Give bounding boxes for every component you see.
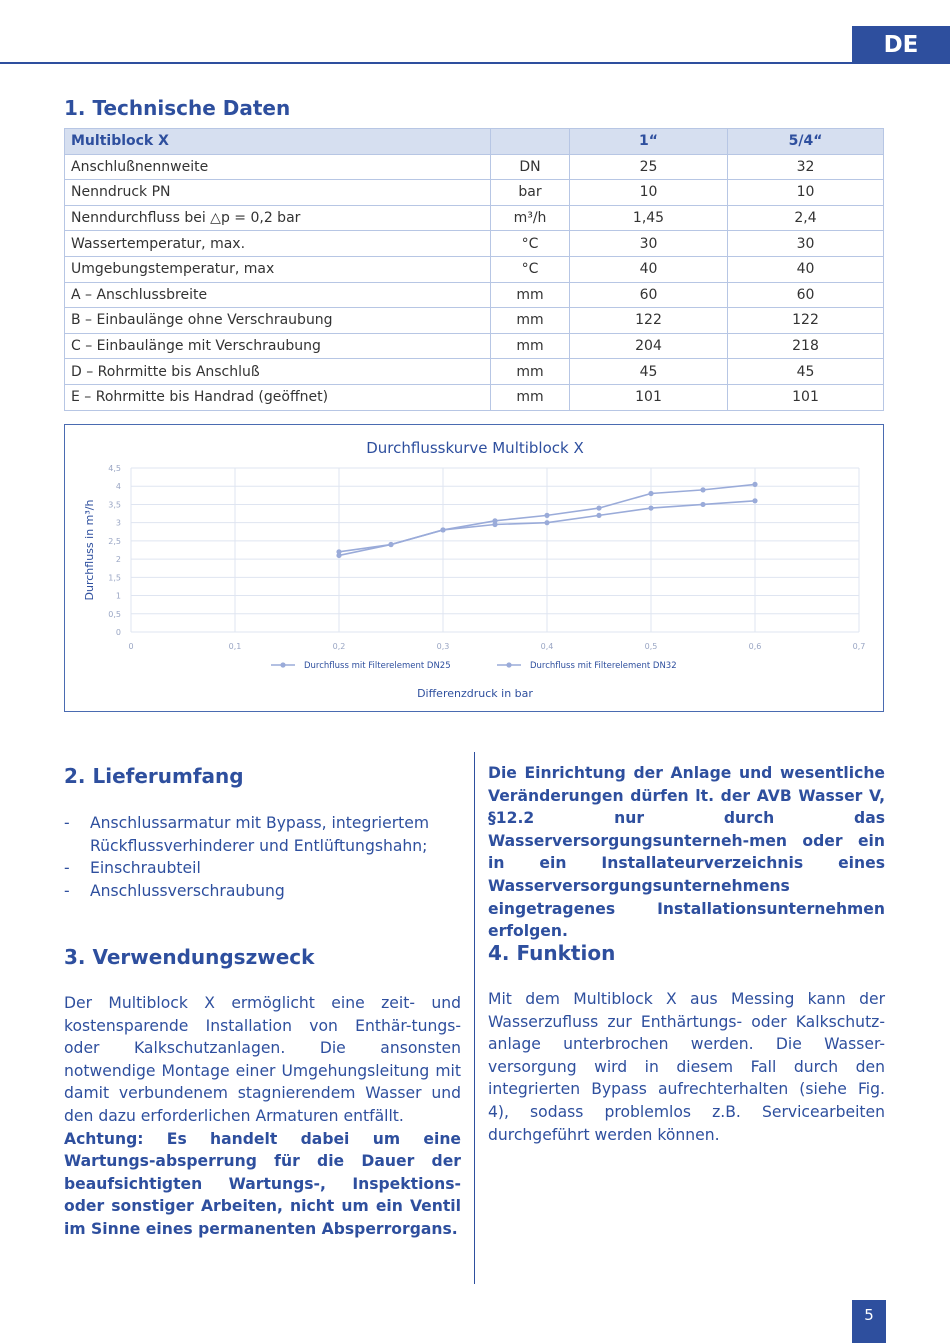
data-point <box>648 491 653 496</box>
table-cell: 101 <box>728 384 884 410</box>
x-tick-label: 0,3 <box>436 642 450 651</box>
table-row <box>65 256 884 282</box>
x-tick-label: 0,7 <box>852 642 866 651</box>
data-point <box>596 513 601 518</box>
data-point <box>388 542 393 547</box>
technical-data-table <box>64 128 884 411</box>
table-row <box>65 154 884 180</box>
function-text: Mit dem Multiblock X aus Messing kann der Wasserzufluss zur Enthärtungs- oder Kalkschutz-anlage unterbrochen werden. Die Wasser-versorgung wird in diesem Fall durch den integrierten Bypass aufrechterhalten (siehe Fig. 4), sodass problemlos z.B. Servicearbeiten durchgeführt werden können. <box>488 990 885 1144</box>
table-cell: 60 <box>728 282 884 308</box>
table-cell: °C <box>491 256 570 282</box>
table-cell: 45 <box>570 359 728 385</box>
legend-marker <box>280 662 285 667</box>
table-cell: 32 <box>728 154 884 180</box>
x-tick-label: 0,5 <box>644 642 658 651</box>
table-cell: °C <box>491 231 570 257</box>
x-tick-label: 0,6 <box>748 642 762 651</box>
data-point <box>440 527 445 532</box>
flow-chart-svg <box>65 425 885 713</box>
section-title-technical-data: 1. Technische Daten <box>64 96 291 120</box>
table-cell: 30 <box>570 231 728 257</box>
table-cell: 30 <box>728 231 884 257</box>
legend-label: Durchfluss mit Filterelement DN25 <box>304 661 451 671</box>
y-tick-label: 3 <box>115 518 121 528</box>
table-header-cell: Multiblock X <box>65 129 491 155</box>
table-cell: 122 <box>728 308 884 334</box>
table-cell: bar <box>491 180 570 206</box>
table-cell: B – Einbaulänge ohne Verschraubung <box>65 308 491 334</box>
table-cell: mm <box>491 282 570 308</box>
table-cell: 122 <box>570 308 728 334</box>
y-tick-label: 1 <box>115 591 121 601</box>
data-point <box>752 498 757 503</box>
table-cell: 204 <box>570 333 728 359</box>
list-item: - Einschraubteil <box>64 857 464 880</box>
y-tick-label: 0,5 <box>108 609 121 619</box>
delivery-list <box>64 812 464 902</box>
y-tick-label: 2,5 <box>108 536 121 546</box>
table-row <box>65 333 884 359</box>
table-cell: 218 <box>728 333 884 359</box>
table-cell: mm <box>491 308 570 334</box>
table-header-cell <box>491 129 570 155</box>
data-point <box>544 513 549 518</box>
list-item: - Anschlussarmatur mit Bypass, integriertem Rückflussverhinderer und Entlüftungshahn; <box>64 812 464 857</box>
column-divider <box>474 752 475 1284</box>
table-row <box>65 231 884 257</box>
y-tick-label: 4 <box>115 482 121 492</box>
installation-notice: Die Einrichtung der Anlage und wesentliche Veränderungen dürfen lt. der AVB Wasser V, §12.2 nur durch das Wasserversorgungsunterneh-men oder ein in ein Installateurverzeichnis eines Wasserversorgungsunternehmens eingetragenes Installationsunternehmen erfolgen. <box>488 764 885 941</box>
list-item: - Anschlussverschraubung <box>64 880 464 903</box>
table-cell: mm <box>491 384 570 410</box>
x-axis-label: Differenzdruck in bar <box>417 687 533 700</box>
table-cell: A – Anschlussbreite <box>65 282 491 308</box>
table-cell: 10 <box>570 180 728 206</box>
header-rule <box>0 62 852 64</box>
table-cell: Wassertemperatur, max. <box>65 231 491 257</box>
data-point <box>544 520 549 525</box>
chart-title: Durchflusskurve Multiblock X <box>366 439 584 457</box>
data-point <box>648 505 653 510</box>
table-row <box>65 180 884 206</box>
x-tick-label: 0 <box>128 642 134 651</box>
purpose-warning: Achtung: Es handelt dabei um eine Wartungs-absperrung für die Dauer der beaufsichtigten Wartungs-, Inspektions- oder sonstiger Arbeiten, nicht um ein Ventil im Sinne eines permanenten Absperrorgans. <box>64 1129 461 1238</box>
data-point <box>596 505 601 510</box>
table-cell: 60 <box>570 282 728 308</box>
table-cell: 40 <box>728 256 884 282</box>
data-point <box>752 482 757 487</box>
table-cell: D – Rohrmitte bis Anschluß <box>65 359 491 385</box>
data-point <box>336 549 341 554</box>
y-tick-label: 3,5 <box>108 500 121 510</box>
x-tick-label: 0,4 <box>540 642 554 651</box>
table-header-cell: 1“ <box>570 129 728 155</box>
table-cell: 25 <box>570 154 728 180</box>
table-cell: m³/h <box>491 205 570 231</box>
table-cell: 1,45 <box>570 205 728 231</box>
y-tick-label: 4,5 <box>108 464 121 473</box>
legend-label: Durchfluss mit Filterelement DN32 <box>530 661 677 671</box>
table-cell: 101 <box>570 384 728 410</box>
table-header-row <box>65 129 884 155</box>
y-axis-label: Durchfluss in m³/h <box>83 499 96 601</box>
table-cell: Umgebungstemperatur, max <box>65 256 491 282</box>
language-badge: DE <box>852 26 950 64</box>
table-cell: 10 <box>728 180 884 206</box>
table-cell: 45 <box>728 359 884 385</box>
purpose-text: Der Multiblock X ermöglicht eine zeit- und kostensparende Installation von Enthär-tungs- oder Kalkschutzanlagen. Die ansonsten notwendige Montage einer Umgehungsleitung mit damit verbundenem stagnierendem Wasser und den dazu erforderlichen Armaturen entfällt. <box>64 994 461 1125</box>
x-tick-label: 0,2 <box>332 642 346 651</box>
table-cell: 40 <box>570 256 728 282</box>
page-number: 5 <box>852 1300 886 1343</box>
flow-chart <box>64 424 884 712</box>
data-point <box>700 487 705 492</box>
section-title-function: 4. Funktion <box>488 941 616 965</box>
table-row <box>65 359 884 385</box>
table-cell: 2,4 <box>728 205 884 231</box>
table-cell: E – Rohrmitte bis Handrad (geöffnet) <box>65 384 491 410</box>
table-row <box>65 205 884 231</box>
section-title-delivery: 2. Lieferumfang <box>64 764 244 788</box>
table-row <box>65 282 884 308</box>
legend-marker <box>506 662 511 667</box>
table-header-cell: 5/4“ <box>728 129 884 155</box>
y-tick-label: 0 <box>115 628 121 637</box>
y-tick-label: 1,5 <box>108 573 121 583</box>
table-cell: Nenndruck PN <box>65 180 491 206</box>
table-row <box>65 308 884 334</box>
table-cell: mm <box>491 359 570 385</box>
data-point <box>492 518 497 523</box>
table-cell: Anschlußnennweite <box>65 154 491 180</box>
table-row <box>65 384 884 410</box>
purpose-text-block <box>64 992 461 1241</box>
table-cell: Nenndurchfluss bei △p = 0,2 bar <box>65 205 491 231</box>
table-cell: DN <box>491 154 570 180</box>
data-point <box>700 502 705 507</box>
y-tick-label: 2 <box>115 555 121 565</box>
table-cell: C – Einbaulänge mit Verschraubung <box>65 333 491 359</box>
table-cell: mm <box>491 333 570 359</box>
section-title-purpose: 3. Verwendungszweck <box>64 945 315 969</box>
x-tick-label: 0,1 <box>228 642 242 651</box>
